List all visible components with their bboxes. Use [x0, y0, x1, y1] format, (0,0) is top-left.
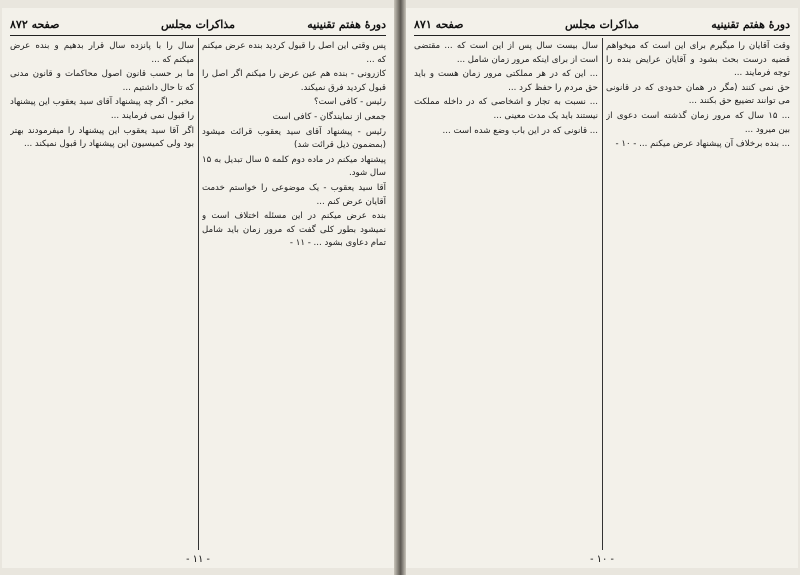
- left-header-page: صفحه ۸۷۲: [10, 17, 60, 31]
- paragraph: پس وقتی این اصل را قبول کردید بنده عرض میکنم که ...: [202, 41, 386, 65]
- paragraph: مخبر - اگر چه پیشنهاد آقای سید یعقوب این پیشنهاد را قبول نمی فرمایند ...: [10, 97, 194, 121]
- book-gutter: [394, 0, 406, 575]
- paragraph: ... نسبت به تجار و اشخاصی که در داخله مملکت نیستند باید یک مدت معینی ...: [414, 97, 598, 121]
- paragraph: رئیس - کافی است؟: [314, 97, 386, 108]
- right-header-journal: دورهٔ هفتم تقنینیه: [711, 17, 790, 31]
- paragraph: جمعی از نمایندگان - کافی است: [272, 111, 386, 122]
- right-page-number: - ۱۰ -: [590, 554, 614, 565]
- right-header-title: مذاکرات مجلس: [565, 17, 639, 31]
- paragraph: بنده عرض میکنم در این مسئله اختلاف است و نمیشود بطور کلی گفت که مرور زمان باید شامل تمام دعاوی بشود ... - ۱۱ -: [202, 211, 386, 249]
- right-header-page: صفحه ۸۷۱: [414, 17, 464, 31]
- left-page-right-column: [202, 40, 386, 548]
- left-page-header: [10, 14, 386, 34]
- left-header-title: مذاکرات مجلس: [161, 17, 235, 31]
- paragraph: ... بنده برخلاف آن پیشنهاد عرض میکنم ... - ۱۰ -: [615, 139, 790, 150]
- paragraph: سال بیست سال پس از این است که ... مقتضی است از برای اینکه مرور زمان شامل ...: [414, 41, 598, 65]
- left-column-divider: [198, 38, 199, 550]
- left-page: [2, 8, 394, 568]
- paragraph: ... این که در هر مملکتی مرور زمان هست و باید حق مردم را حفظ کرد ...: [414, 69, 598, 93]
- paragraph: اگر آقا سید یعقوب این پیشنهاد را میفرمودند بهتر بود ولی کمیسیون این پیشنهاد را قبول نمیکند ...: [10, 125, 194, 150]
- paragraph: حق نمی کنند (مگر در همان حدودی که در قانونی می توانند تضییع حق بکنند ...: [606, 82, 790, 107]
- paragraph: سال را با پانزده سال قرار بدهیم و بنده عرض میکنم که ...: [10, 41, 194, 65]
- paragraph: پیشنهاد میکنم در ماده دوم کلمه ۵ سال تبدیل به ۱۵ سال شود.: [202, 154, 386, 179]
- right-page: [406, 8, 798, 568]
- right-header-rule: [414, 35, 790, 36]
- paragraph: وقت آقایان را میگیرم برای این است که میخواهم قضیه درست بحث بشود و آقایان عرایض بنده را توجه فرمایند ...: [606, 41, 790, 79]
- left-header-journal: دورهٔ هفتم تقنینیه: [307, 17, 386, 31]
- left-page-left-column: [10, 40, 194, 548]
- left-page-number: - ۱۱ -: [186, 554, 210, 565]
- paragraph: رئیس - پیشنهاد آقای سید یعقوب قرائت میشود (بمضمون ذیل قرائت شد): [202, 126, 386, 151]
- right-page-left-column: [414, 40, 598, 548]
- paragraph: کازرونی - بنده هم عین عرض را میکنم اگر اصل را قبول کردید فرق نمیکند.: [202, 69, 386, 93]
- paragraph: ما بر حسب قانون اصول محاکمات و قانون مدنی که تا حال داشتیم ...: [10, 69, 194, 93]
- right-page-header: [414, 14, 790, 34]
- paragraph: ... قانونی که در این باب وضع شده است ...: [442, 125, 598, 136]
- paragraph: آقا سید یعقوب - یک موضوعی را خواستم خدمت آقایان عرض کنم ...: [202, 182, 386, 207]
- right-column-divider: [602, 38, 603, 550]
- right-page-right-column: [606, 40, 790, 548]
- left-header-rule: [10, 35, 386, 36]
- paragraph: ... ۱۵ سال که مرور زمان گذشته است دعوی از بین میرود ...: [606, 110, 790, 135]
